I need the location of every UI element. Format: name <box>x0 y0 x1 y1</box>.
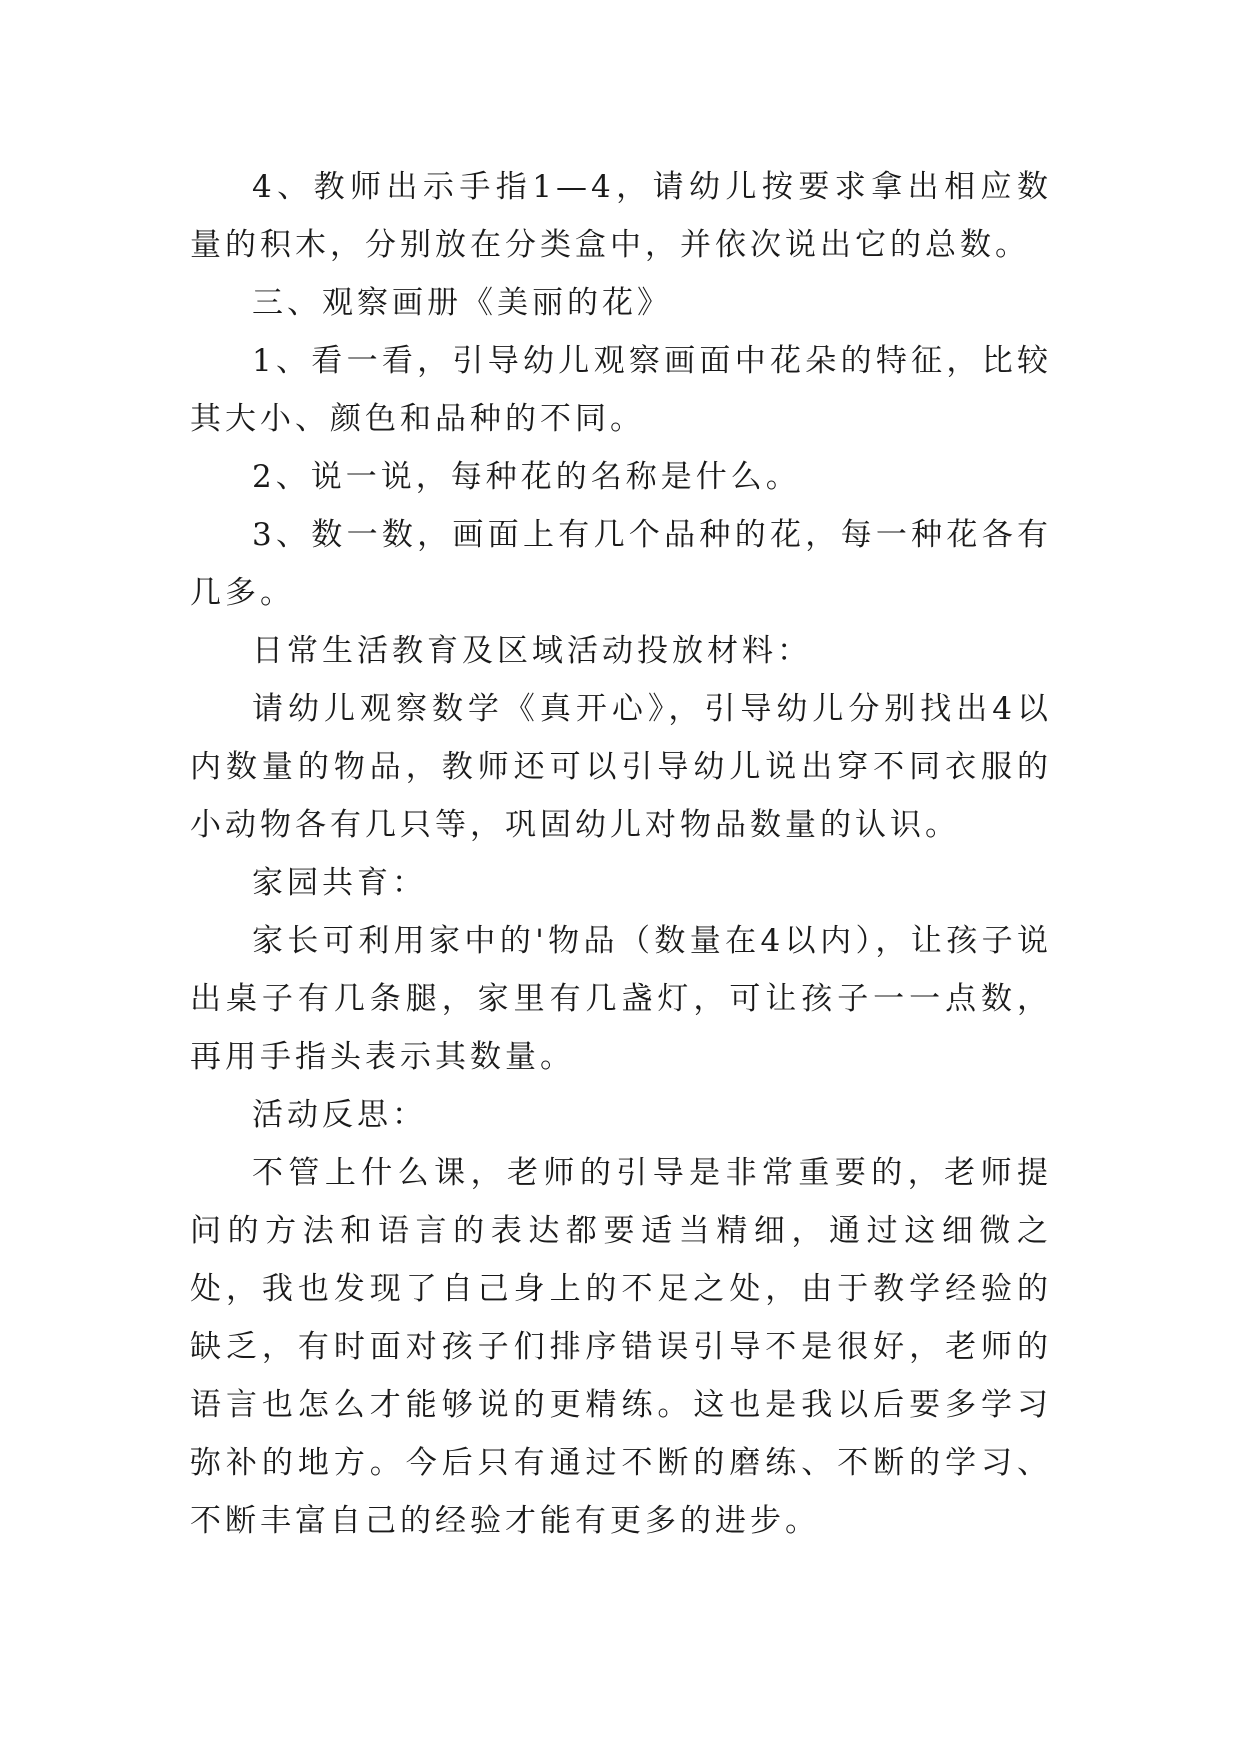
heading-reflection: 活动反思： <box>252 1097 427 1133</box>
paragraph-reflection: 不管上什么课，老师的引导是非常重要的，老师提问的方法和语言的表达都要适当精细，通过这细微之处，我也发现了自己身上的不足之处，由于教学经验的缺乏，有时面对孩子们排序错误引导不是很好，老师的语言也怎么才能够说的更精练。这也是我以后要多学习弥补的地方。今后只有通过不断的磨练、不断的学习、不断丰富自己的经验才能有更多的进步。 <box>190 1155 1052 1539</box>
paragraph-say: 2、说一说，每种花的名称是什么。 <box>252 459 801 495</box>
paragraph-daily-life: 请幼儿观察数学《真开心》，引导幼儿分别找出4以内数量的物品，教师还可以引导幼儿说出穿不同衣服的小动物各有几只等，巩固幼儿对物品数量的认识。 <box>190 691 1052 843</box>
paragraph-step-4: 4、教师出示手指1—4，请幼儿按要求拿出相应数量的积木，分别放在分类盒中，并依次说出它的总数。 <box>190 169 1052 263</box>
document-body <box>190 158 1052 1550</box>
section-heading-observe-album: 三、观察画册《美丽的花》 <box>252 285 672 321</box>
heading-home-school: 家园共育： <box>252 865 427 901</box>
paragraph-home-school: 家长可利用家中的'物品（数量在4以内），让孩子说出桌子有几条腿，家里有几盏灯，可让孩子一一点数，再用手指头表示其数量。 <box>190 923 1052 1075</box>
heading-daily-life-materials: 日常生活教育及区域活动投放材料： <box>252 633 812 669</box>
paragraph-count: 3、数一数，画面上有几个品种的花，每一种花各有几多。 <box>190 517 1052 611</box>
paragraph-look: 1、看一看，引导幼儿观察画面中花朵的特征，比较其大小、颜色和品种的不同。 <box>190 343 1052 437</box>
